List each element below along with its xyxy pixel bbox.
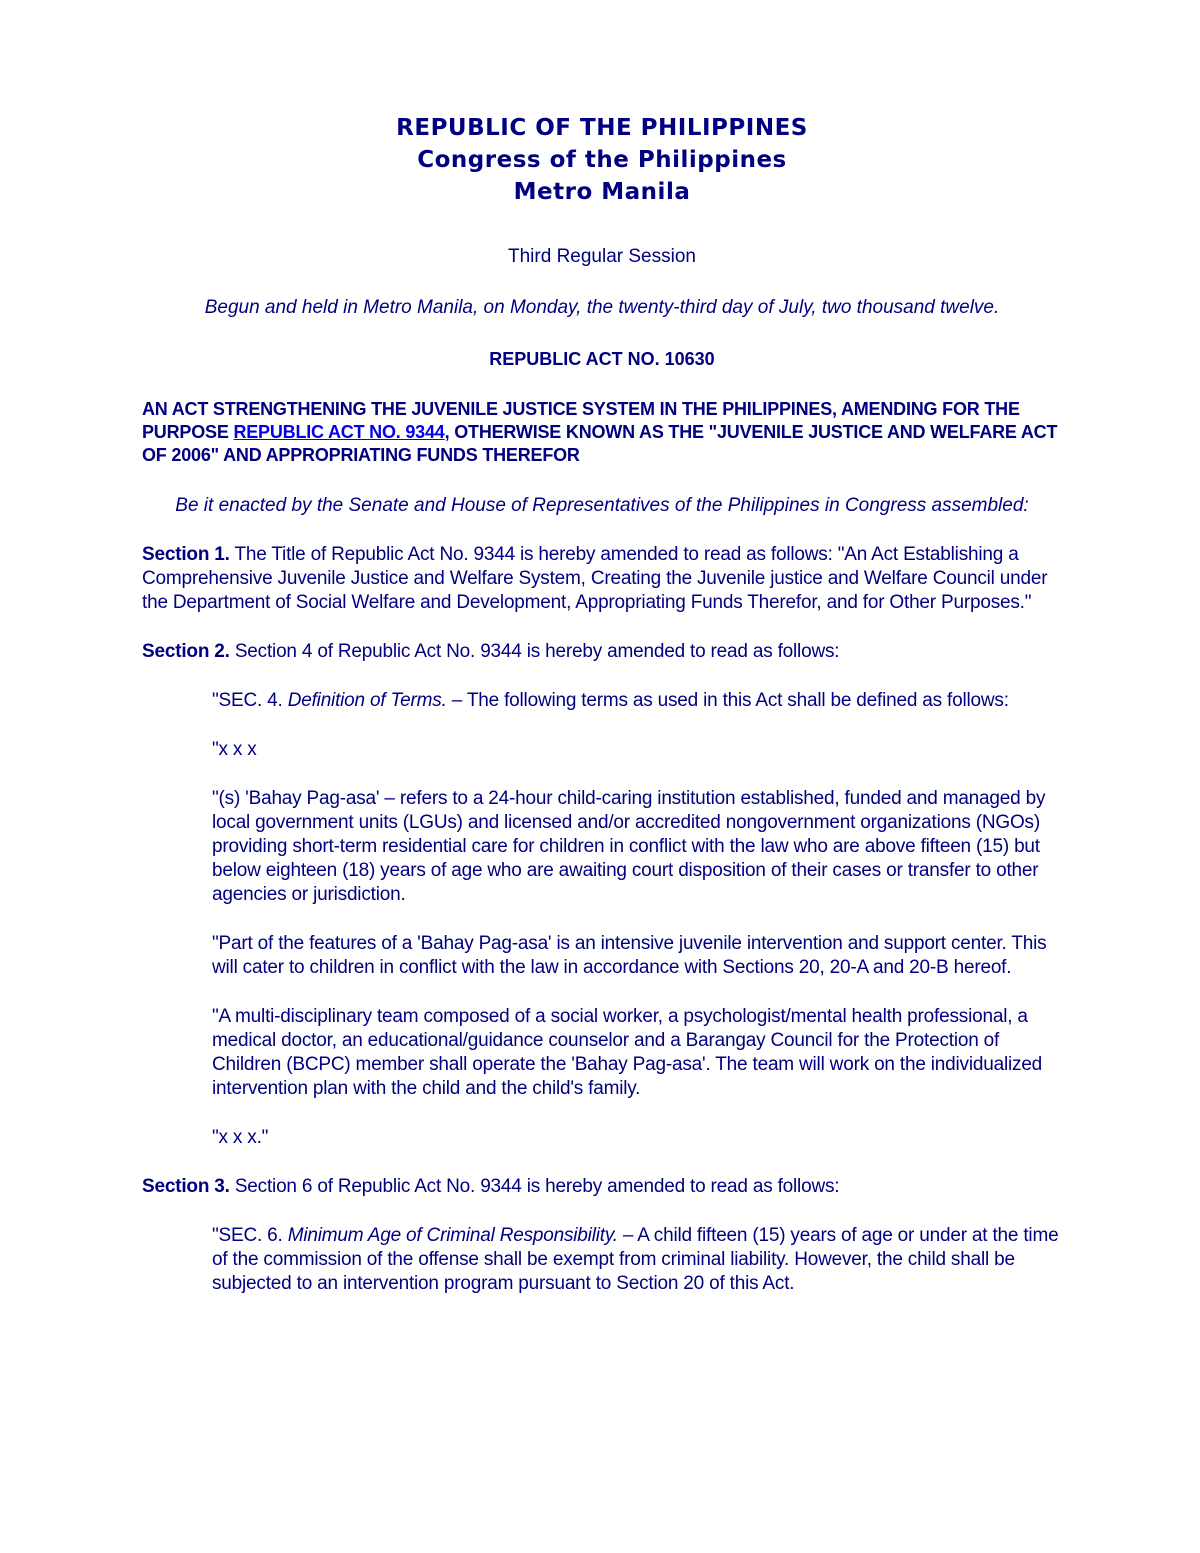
sec4-definitions <box>212 689 1062 713</box>
sec6-text: – A child fifteen (15) years of age or under at the time of the commission of the offense shall be exempt from criminal liability. However, the child shall be subjected to an intervention program pursuant to Section 20 of this Act. <box>212 1225 1059 1294</box>
sec4-title: Definition of Terms. <box>287 690 447 711</box>
sec4-text: – The following terms as used in this Act shall be defined as follows: <box>446 690 1009 711</box>
session-label: Third Regular Session <box>508 246 696 267</box>
header-congress: Congress of the Philippines <box>417 147 787 173</box>
section-2-label: Section 2. <box>142 641 230 662</box>
act-title-part1: AN ACT STRENGTHENING THE JUVENILE JUSTICE SYSTEM IN THE PHILIPPINES, AMENDING FOR THE PURPOSE <box>142 399 1020 442</box>
section-3-text: Section 6 of Republic Act No. 9344 is hereby amended to read as follows: <box>229 1176 840 1197</box>
header-location: Metro Manila <box>513 179 691 205</box>
section-1-text: The Title of Republic Act No. 9344 is hereby amended to read as follows: "An Act Establishing a Comprehensive Juvenile Justice and Welfare System, Creating the Juvenile justice and Welfare Council under the Department of Social Welfare and Development, Appropriating Funds Therefor, and for Other Purposes." <box>142 544 1048 613</box>
section-1 <box>142 543 1062 615</box>
section-3 <box>142 1175 1062 1199</box>
section-2 <box>142 640 1062 664</box>
enacting-clause: Be it enacted by the Senate and House of Representatives of the Philippines in Congress assembled: <box>175 495 1029 516</box>
sec6-title: Minimum Age of Criminal Responsibility. <box>287 1225 618 1246</box>
sec4-prefix: "SEC. 4. <box>212 690 288 711</box>
act-number: REPUBLIC ACT NO. 10630 <box>489 349 715 369</box>
act-title-part2: , OTHERWISE KNOWN AS THE "JUVENILE JUSTICE AND WELFARE ACT OF 2006" AND APPROPRIATING FUNDS THEREFOR <box>142 422 1058 465</box>
bahay-pag-asa-features: "Part of the features of a 'Bahay Pag-asa' is an intensive juvenile intervention and support center. This will cater to children in conflict with the law in accordance with Sections 20, 20-A and 20-B hereof. <box>212 933 1047 978</box>
section-1-label: Section 1. <box>142 544 230 565</box>
section-2-text: Section 4 of Republic Act No. 9344 is hereby amended to read as follows: <box>229 641 840 662</box>
ra-9344-link[interactable]: REPUBLIC ACT NO. 9344 <box>233 422 445 442</box>
sec6-prefix: "SEC. 6. <box>212 1225 288 1246</box>
bahay-pag-asa-definition: "(s) 'Bahay Pag-asa' – refers to a 24-hour child-caring institution established, funded and managed by local government units (LGUs) and licensed and/or accredited nongovernment organizations (NGOs) providing short-term residential care for children in conflict with the law who are above fifteen (15) but below eighteen (18) years of age who are awaiting court disposition of their cases or transfer to other agencies or jurisdiction. <box>212 788 1046 905</box>
begun-statement: Begun and held in Metro Manila, on Monday, the twenty-third day of July, two thousand twelve. <box>204 297 1000 318</box>
section-3-label: Section 3. <box>142 1176 230 1197</box>
act-title <box>142 398 1062 467</box>
sec6-minimum-age <box>212 1224 1062 1296</box>
multidisciplinary-team: "A multi-disciplinary team composed of a social worker, a psychologist/mental health professional, a medical doctor, an educational/guidance counselor and a Barangay Council for the Protection of Children (BCPC) member shall operate the 'Bahay Pag-asa'. The team will work on the individualized intervention plan with the child and the child's family. <box>212 1006 1043 1099</box>
header-republic: REPUBLIC OF THE PHILIPPINES <box>396 115 808 141</box>
omission-1: "x x x <box>212 739 257 760</box>
document-page <box>142 112 1062 1296</box>
omission-2: "x x x." <box>212 1127 269 1148</box>
